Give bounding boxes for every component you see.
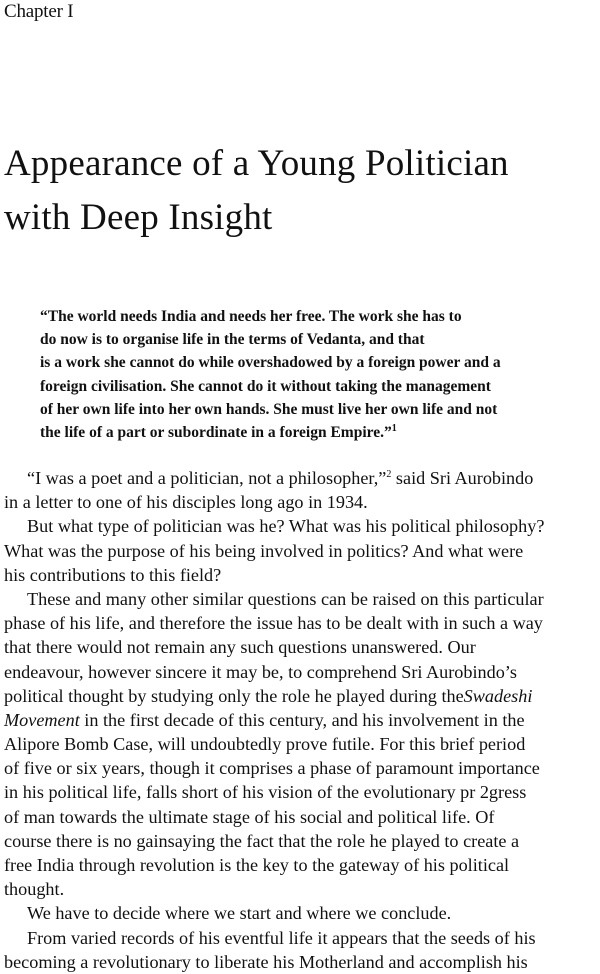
footnote-marker: 2: [386, 468, 392, 480]
paragraph-2-line: What was the purpose of his being involved in politics? And what were: [4, 540, 524, 561]
paragraph-2-line: But what type of politician was he? What was his political philosophy?: [27, 516, 545, 537]
quote-text: “I was a poet and a politician, not a philosopher,”: [27, 468, 387, 488]
body-text: [4, 466, 596, 974]
chapter-label: Chapter I: [4, 1, 74, 22]
chapter-title: [4, 137, 594, 245]
paragraph-3-line: free India through revolution is the key to the gateway of his political: [4, 855, 510, 875]
paragraph-3-line: Alipore Bomb Case, will undoubtedly prove futile. For this brief period: [4, 734, 526, 755]
footnote-marker: 1: [391, 422, 397, 434]
epigraph-line: of her own life into her own hands. She must live her own life and not: [40, 400, 498, 418]
epigraph-line-text: the life of a part or subordinate in a foreign Empire.”: [40, 424, 392, 442]
paragraph-3-line: that there would not remain any such questions unanswered. Our: [4, 637, 476, 658]
paragraph-1-line-1: [4, 466, 596, 490]
chapter-title-line-1: Appearance of a Young Politician: [4, 143, 509, 184]
paragraph-3-line: in his political life, falls short of his vision of the evolutionary pr 2gress: [4, 782, 527, 803]
paragraph-3-line: These and many other similar questions can be raised on this particular: [27, 588, 544, 609]
attribution-text: said Sri Aurobindo: [391, 468, 534, 488]
epigraph-line: do now is to organise life in the terms of Vedanta, and that: [40, 331, 425, 349]
paragraph-4-line: We have to decide where we start and where we conclude.: [27, 903, 452, 924]
paragraph-2-line: his contributions to this field?: [4, 564, 222, 585]
paragraph-3-line: of man towards the ultimate stage of his social and political life. Of: [4, 806, 495, 827]
paragraph-3-line: thought.: [4, 879, 65, 900]
italic-term: Swadeshi: [463, 685, 533, 706]
paragraph-3-text: in the first decade of this century, and his involvement in the: [79, 709, 525, 730]
paragraph-3-line-with-italic: [4, 708, 596, 732]
paragraph-5-line: becoming a revolutionary to liberate his Motherland and accomplish his: [4, 951, 528, 972]
paragraph-5-line: From varied records of his eventful life it appears that the seeds of his: [27, 927, 536, 948]
italic-term: Movement: [4, 709, 80, 730]
epigraph-line: is a work she cannot do while overshadowed by a foreign power and a: [40, 354, 501, 372]
paragraph-3-line: of five or six years, though it comprises a phase of paramount importance: [4, 758, 540, 779]
chapter-title-line-2: with Deep Insight: [4, 197, 273, 238]
paragraph-3-text: political thought by studying only the role he played during the: [4, 685, 464, 706]
paragraph-3-line: course there is no gainsaying the fact that the role he played to create a: [4, 830, 520, 851]
paragraph-3-line-with-italic: [4, 684, 596, 708]
paragraph-1-line-2: in a letter to one of his disciples long ago in 1934.: [4, 492, 368, 513]
paragraph-3-line: phase of his life, and therefore the issue has to be dealt with in such a way: [4, 613, 543, 634]
paragraph-3-line: endeavour, however sincere it may be, to comprehend Sri Aurobindo’s: [4, 661, 517, 682]
epigraph-last-line: [40, 421, 590, 444]
epigraph-quote: [40, 305, 590, 444]
epigraph-line: “The world needs India and needs her free. The work she has to: [40, 308, 462, 325]
epigraph-line: foreign civilisation. She cannot do it without taking the management: [40, 377, 491, 395]
